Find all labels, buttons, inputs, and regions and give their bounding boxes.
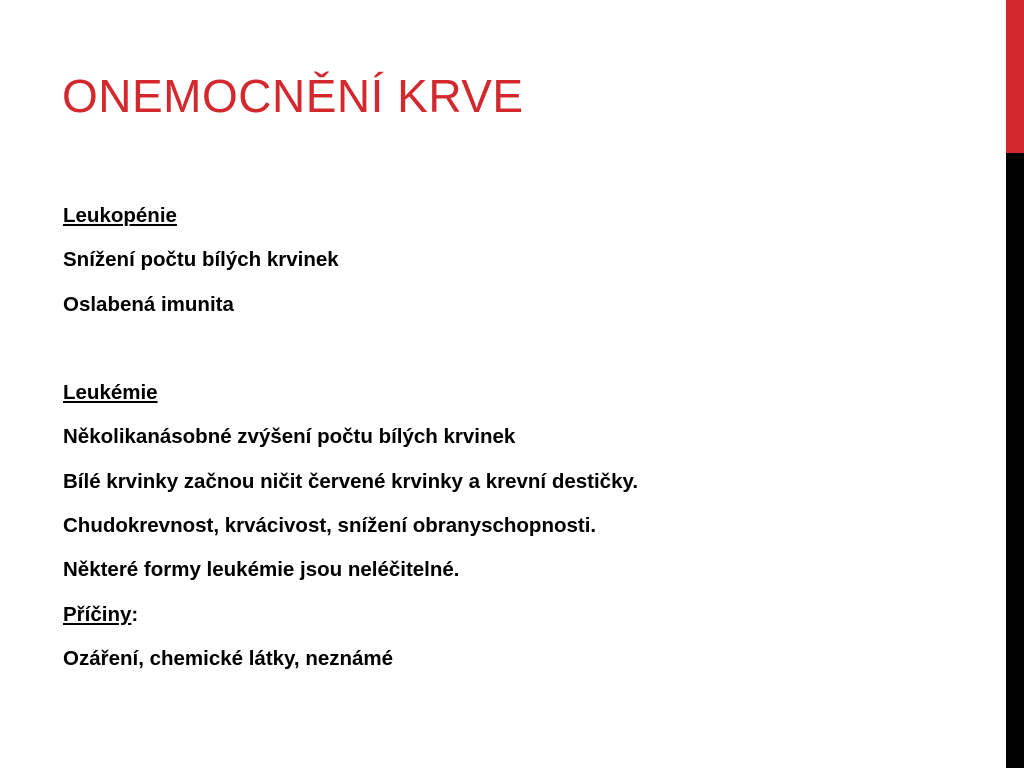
causes-heading: [63, 600, 963, 644]
blank-line: [63, 334, 963, 378]
causes-text: Ozáření, chemické látky, neznámé: [63, 646, 394, 670]
bullet-line: Bílé krvinky začnou ničit červené krvinky a krevní destičky.: [63, 469, 639, 493]
section-heading-leukopenie: [63, 201, 963, 245]
accent-stripe-black: [1006, 153, 1024, 768]
bullet-line: Chudokrevnost, krvácivost, snížení obranyschopnosti.: [63, 514, 597, 538]
heading-text: Leukopénie: [63, 204, 177, 227]
bullet-line: Oslabená imunita: [63, 292, 234, 316]
accent-stripe-red: [1006, 0, 1024, 153]
bullet-line: Snížení počtu bílých krvinek: [63, 248, 339, 272]
bullet-line: Několikanásobné zvýšení počtu bílých krvinek: [63, 425, 516, 449]
heading-text: Leukémie: [63, 381, 158, 405]
slide-body: [63, 201, 963, 688]
causes-label: Příčiny: [63, 602, 132, 626]
slide-title: ONEMOCNĚNÍ KRVE: [62, 70, 524, 122]
causes-colon: :: [131, 602, 139, 626]
section-heading-leukemie: [63, 378, 963, 422]
bullet-line: Některé formy leukémie jsou neléčitelné.: [63, 558, 460, 582]
